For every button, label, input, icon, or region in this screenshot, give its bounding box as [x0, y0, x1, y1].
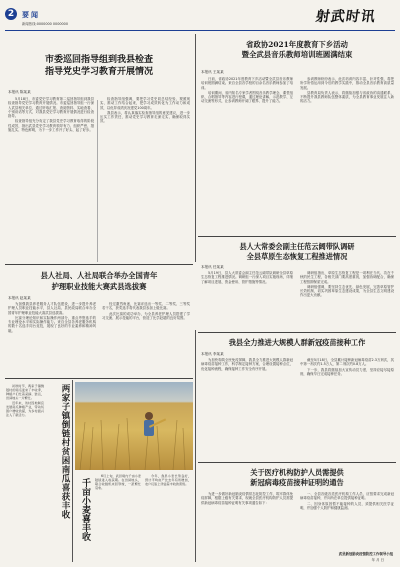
- article-4-title-line-2: 护理职业技能大赛武县选拔赛: [51, 282, 147, 291]
- article-4-paragraph: 此次比赛的成功举办，为全县养老护理人员搭建了学习交流、展示技能的平台，营造了比学赶超的良好氛围。: [102, 311, 190, 320]
- article-7-body-col-2: [145, 474, 191, 560]
- article-4: [6, 266, 192, 378]
- article-1-paragraph: 我县表示，将认真落实检查指导组的意见建议，进一步压实工作责任，推动党史学习教育走深走实，确保取得实效。: [100, 110, 190, 124]
- article-8-paragraph: 近年来，该村因地制宜发展南瓜种植产业，带动贫困户增收致富，为乡村振兴注入了新活力。: [6, 401, 44, 417]
- article-1-byline: 本报讯 陈某某: [8, 90, 31, 94]
- article-2-byline: 本报讯 王某某: [201, 70, 224, 74]
- article-4-title: [6, 270, 192, 292]
- article-1-body-col-2: [100, 97, 190, 259]
- article-3-paragraph: 调研组强调，要坚持生态优先、绿色发展，完善草原管护长效机制，切实巩固草原生态建设成果，为全县生态文明建设作出更大贡献。: [300, 284, 394, 298]
- article-7: [75, 382, 193, 562]
- article-5-body-col-2: [300, 358, 394, 458]
- date-line: 新闻热线:0000000 0000000: [22, 22, 68, 26]
- article-2-title-line-2: 暨全武县音乐教师培训班圆满结束: [241, 50, 353, 59]
- article-5-paragraph: 截至5月18日，全县累计接种新冠病毒疫苗2.3万剂次，其中第一剂次约1.5万人，第二剂次约0.8万人。: [300, 358, 394, 367]
- article-8-title: 两家子镇倒链村贫困南瓜喜获丰收: [60, 384, 70, 519]
- article-5: [198, 334, 396, 460]
- divider: [5, 264, 193, 265]
- column-divider-left: [195, 34, 196, 262]
- article-2-body-col-1: [201, 77, 293, 231]
- article-5-byline: 本报讯 李某某: [201, 352, 224, 356]
- article-3-title-line-1: 县人大常委会副主任范云阔带队调研: [239, 242, 355, 251]
- article-6-body-col-1: [201, 492, 293, 562]
- article-2-title: [198, 40, 396, 60]
- article-2-paragraph: 参训教师纷纷表示，此次培训内容丰富、针对性强，将把所学所悟运用到今后的教学实践中，推动全县音乐教育高质量发展。: [300, 77, 394, 90]
- divider: [198, 236, 396, 237]
- article-3-title-line-2: 全县草原生态恢复工程推进情况: [246, 252, 348, 261]
- section-label: 要闻: [22, 10, 40, 19]
- divider: [198, 462, 396, 463]
- article-5-title: 我县全力推进大规模人群新冠疫苗接种工作: [228, 338, 366, 347]
- article-1-paragraph: 检查指导组强调，要把学习党史同总结经验、观照现实、推动工作结合起来，把学习成效转化为工作动力和成效，以优异成绩庆祝建党100周年。: [100, 97, 190, 110]
- wheat-harvest-photo: [75, 382, 193, 470]
- article-2-paragraph: 日前，省政协2021年度教育下乡活动暨全武县音乐教师培训班圆满结束。来自全县各学校的百余名音乐教师参加了培训。: [201, 77, 293, 90]
- column-divider-left-lower: [195, 330, 196, 562]
- article-8: [6, 382, 70, 562]
- divider: [198, 332, 396, 333]
- page-number: 2: [7, 9, 15, 19]
- article-1-paragraph: 检查指导组充分肯定了我县党史学习教育取得的阶段性成效，指出武县党史学习教育领导有力、组织严密、措施扎实、特色鲜明，为下一步工作开了好头、起了好步。: [8, 119, 94, 133]
- article-3-paragraph: 调研组指出，草原生态恢复工程是一项利在当代、功在千秋的民生工程，各相关部门要高度重视，加强协调配合，确保工程按期保质完成。: [300, 271, 394, 284]
- article-4-paragraph: 比赛分理论知识和实际操作两部分，重点考察选手的专业理论水平和实际操作能力。来自全县各养老服务机构的数十名选手同台竞技，展现了良好的专业素养和精神风貌。: [8, 315, 96, 333]
- article-8-body: [6, 384, 44, 560]
- article-7-paragraph: 今年，我县小麦长势良好，预计平均亩产比去年有所增加，农户们脸上洋溢着丰收的喜悦。: [145, 474, 191, 486]
- article-6-title-line-1: 关于医疗机构防护人员需提供: [250, 468, 344, 477]
- article-5-paragraph: 下一步，我县将继续加大宣传动员力度，坚持应接尽接原则，确保早日完成接种任务。: [300, 367, 394, 376]
- article-3-body-col-1: [201, 271, 293, 329]
- article-6-title-line-2: 新冠病毒疫苗接种证明的通告: [250, 478, 344, 487]
- article-5-paragraph: 为加快构筑全民免疫屏障，我县全力推进大规模人群新冠病毒疫苗接种工作，科学制定接种方案，合理设置接种点位，优化接种流程，确保接种工作安全有序开展。: [201, 358, 293, 371]
- article-6-issue-date: 年 月 日: [371, 558, 384, 562]
- article-1: [6, 34, 192, 262]
- article-3-title: [198, 242, 396, 262]
- article-3-body-col-2: [300, 271, 394, 329]
- article-2-paragraph: 培训期间，省内知名专家学者围绕音乐教学理念、课堂组织、合唱指导等内容进行授课，通过理论讲解、示范教学、互动交流等形式，让参训教师开阔了眼界、提升了能力。: [201, 90, 293, 104]
- article-4-paragraph: 为加强我县养老服务人才队伍建设，进一步提升养老护理人员职业技能水平，县人社局、县民政局联合举办全国青年护理职业技能大赛武县选拔赛。: [8, 302, 96, 315]
- divider: [5, 378, 193, 379]
- article-6: [198, 464, 396, 564]
- article-6-title: [198, 468, 396, 488]
- article-4-byline: 本报讯 赵某某: [8, 296, 31, 300]
- article-3-paragraph: 5月19日，县人大常委会副主任范云阔带队调研全县草原生态恢复工程推进情况。调研组一行深入项目实施现场，详细了解项目进展、资金使用、管护措施等情况。: [201, 271, 293, 284]
- article-8-paragraph: 初秋时节，两家子镇倒链村的南瓜迎来了丰收季，种植户们忙着采摘、装运，田间地头一片繁忙。: [6, 384, 44, 400]
- article-3: [198, 238, 396, 330]
- article-1-title-line-1: 市委巡回指导组到我县检查: [44, 55, 153, 65]
- masthead-logo: 射武时讯: [314, 9, 377, 25]
- article-6-paragraph: 二、因身体原因暂不能接种的人员，须提供相关医学证明，并加强个人防护和健康监测。: [300, 501, 394, 510]
- wheat-field-icon: [75, 382, 193, 470]
- article-4-body-col-1: [8, 302, 96, 376]
- article-2-title-line-1: 省政协2021年度教育下乡活动: [246, 40, 348, 49]
- article-1-title-line-2: 指导党史学习教育开展情况: [44, 67, 153, 77]
- column-divider-ah-a7: [72, 380, 73, 562]
- article-7-title: 千亩小麦喜丰收: [80, 478, 90, 541]
- article-4-title-line-1: 县人社局、人社局联合举办全国青年: [40, 271, 158, 280]
- article-2-body-col-2: [300, 77, 394, 231]
- article-4-body-col-2: [102, 302, 190, 376]
- article-3-byline: 本报讯 任某某: [201, 265, 224, 269]
- article-7-paragraph: 6月上旬，武县境内千亩小麦陆续进入收获期。在田间地头，联合收割机来回穿梭，一派繁忙景象。: [95, 474, 141, 490]
- article-6-body-col-2: [300, 492, 394, 550]
- article-2-paragraph: 县教育局负责人表示，将继续加强与省政协的沟通联系，不断提升我县教师队伍整体素质，为全县教育事业发展注入新的活力。: [300, 90, 394, 104]
- article-5-body-col-1: [201, 358, 293, 458]
- article-1-body-col-1: [8, 97, 94, 259]
- article-2: [198, 34, 396, 234]
- article-6-paragraph: 一、全县各级各类医疗机构工作人员，应按要求完成新冠病毒疫苗接种，并向所在单位提供接种证明。: [300, 492, 394, 501]
- article-7-body-col-1: [95, 474, 141, 560]
- article-4-paragraph: 经过激烈角逐，比赛评选出一等奖、二等奖、三等奖若干名，获奖选手将代表我县参加上级比赛。: [102, 302, 190, 311]
- article-6-paragraph: 为进一步做好新冠肺炎疫情常态化防控工作，筑牢群体免疫屏障，根据上级有关要求，现就全县医疗机构防护人员需提供新冠病毒疫苗接种证明有关事项通告如下：: [201, 492, 293, 505]
- article-1-paragraph: 5月18日，市委党史学习教育第二巡回指导组到我县检查指导党史学习教育开展情况。市委巡回指导组一行深入武县相关单位，通过听取汇报、查阅资料、实地查看、个别谈话等方式，对我县党史学习教育开展情况进行检查指导。: [8, 97, 94, 119]
- article-1-title: [6, 54, 192, 78]
- header-rule: [5, 30, 395, 31]
- article-6-issuer: 武县新冠肺炎疫情防控工作领导小组: [338, 552, 393, 556]
